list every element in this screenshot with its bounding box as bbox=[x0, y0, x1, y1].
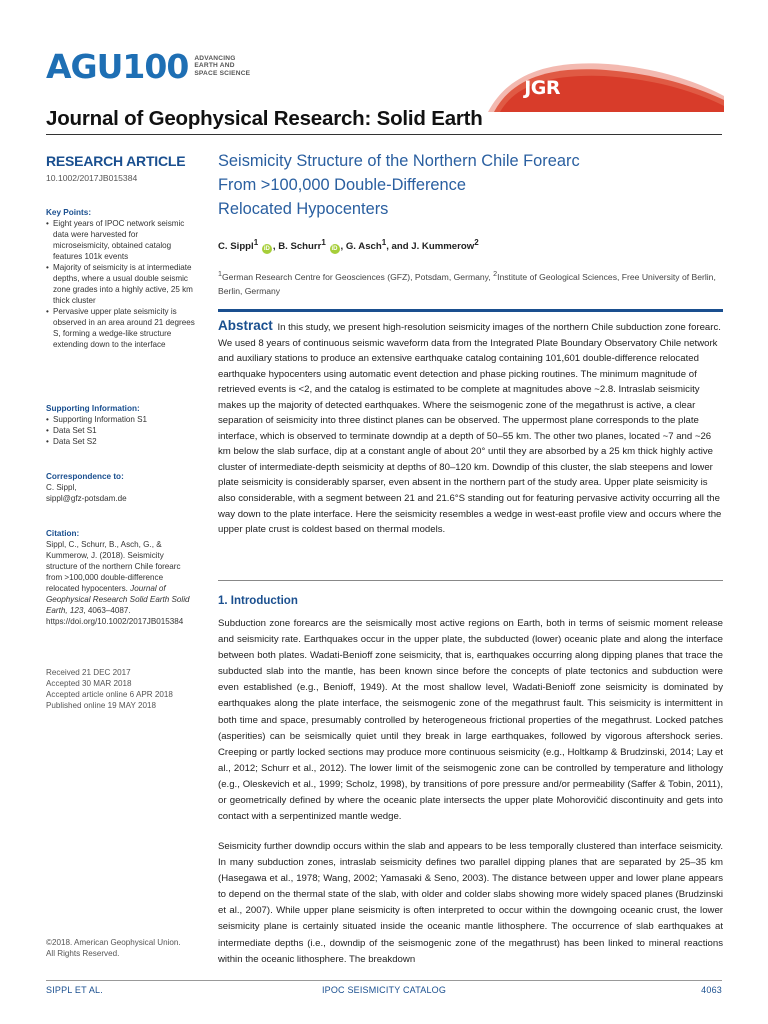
logo-mark: AGU100 bbox=[46, 46, 189, 86]
article-title bbox=[218, 149, 580, 221]
key-point-item: • Majority of seismicity is at intermediate depths, where a usual double seismic zone grades into a highly active, 25 km thick cluster bbox=[46, 262, 196, 306]
citation bbox=[46, 528, 196, 627]
logo-tagline-line: EARTH AND bbox=[194, 62, 235, 70]
sidebar-doi[interactable]: 10.1002/2017JB015384 bbox=[46, 173, 138, 183]
copyright bbox=[46, 937, 196, 959]
author-list: C. Sippl$^1$ iD , B. Schurr$^1$ iD , G. Asch$^1$, and J. Kummerow$^2$ bbox=[218, 238, 479, 253]
publication-dates bbox=[46, 667, 196, 711]
body-paragraph: Seismicity further downdip occurs within the slab and appears to be less temporally clustered than interface seismicity. In many subduction zones, intraslab seismicity defines two parallel dipping planes that are separated by 25–35 km (Hasegawa et al., 1978; Wang, 2002; Yamasaki & Seno, 2003). The distance between upper and lower plane appears to depend on the thermal state of the slab, with older and colder slabs showing more widely spaced planes (Brudzinski et al., 2007). While upper plane seismicity is often interpreted to occur within the downgoing oceanic crust, the lower seismicity plane is certainly situated inside the oceanic mantle lithosphere. The occurrence of slab earthquakes at intermediate depths (i.e., downdip of the seismogenic zone of the megathrust) has been linked to mineral reactions within the oceanic lithosphere. The breakdown bbox=[218, 841, 723, 965]
supporting-heading: Supporting Information: bbox=[46, 404, 140, 413]
abstract bbox=[218, 318, 723, 538]
author-name[interactable]: C. Sippl bbox=[218, 241, 254, 253]
logo-tagline-line: ADVANCING bbox=[194, 54, 236, 62]
key-point-item: • Eight years of IPOC network seismic data were harvested for microseismicity, obtained catalog features 101k events bbox=[46, 218, 196, 262]
footer-page-number: 4063 bbox=[701, 985, 722, 995]
author-name[interactable]: B. Schurr bbox=[278, 241, 322, 253]
key-points bbox=[46, 207, 196, 350]
supporting-item[interactable]: • Supporting Information S1 bbox=[46, 414, 196, 425]
sidebar bbox=[46, 152, 196, 958]
citation-url[interactable]: https://doi.org/10.1002/2017JB015384 bbox=[46, 617, 184, 626]
key-points-list bbox=[46, 218, 196, 350]
affiliation-2: Institute of Geological Sciences, Free University of Berlin, Berlin, Germany bbox=[218, 271, 716, 296]
correspondence-name: C. Sippl, bbox=[46, 483, 77, 492]
key-points-heading: Key Points: bbox=[46, 208, 92, 217]
correspondence bbox=[46, 471, 196, 504]
citation-pages: , 4063–4087. bbox=[83, 606, 131, 615]
logo-tagline bbox=[194, 55, 250, 77]
affiliation-1: German Research Centre for Geosciences (GFZ), Potsdam, Germany, bbox=[221, 271, 491, 282]
orcid-icon[interactable]: iD bbox=[331, 246, 338, 253]
citation-heading: Citation: bbox=[46, 529, 80, 538]
correspondence-heading: Correspondence to: bbox=[46, 472, 124, 481]
abstract-text: In this study, we present high-resolution seismicity images of the northern Chile subduction zone forearc. We used 8 years of continuous seismic waveform data from the Integrated Plate Boundary Observatory Chile network and auxiliary stations to produce an extensive earthquake catalog containing 101,601 double-difference relocated earthquake hypocenters using automatic event detection and phase picking routines. The minimum magnitude of retrieved events is <2, and the catalog is estimated to be complete at magnitudes above ~2.8. Intraslab seismicity makes up the majority of detected earthquakes. Where the seismogenic zone of the megathrust is active, a clear separation of seismicity into three distinct planes can be observed. The uppermost plane corresponds to the plate interface, which is observed to terminate downdip at a depth of 50–55 km. The other two planes, located ~7 and ~26 km below the slab surface, dip at a constant angle of about 20° until they are absorbed by a 25 km thick highly active cluster of intermediate-depth seismicity at depths of 80–120 km. Downdip of this cluster, the slab steepens and lower plate seismicity is considerably sparser, even absent in the northern part of the study area. Upper plate seismicity is also considerable, with a segment between 21 and 21.6°S standing out for featuring pervasive activity occurring all the way down to the plate interface. Here the seismicity resembles a wedge in west-east profile view and occurs where the upper plate crust is coldest based on thermal models. bbox=[218, 322, 722, 536]
article-title-line: From >100,000 Double-Difference bbox=[218, 176, 466, 194]
date-received: Received 21 DEC 2017 bbox=[46, 668, 131, 677]
key-point-item: • Pervasive upper plate seismicity is observed in an area around 21 degrees S, forming a wedge-like structure extending down to the interface bbox=[46, 306, 196, 350]
correspondence-email[interactable]: sippl@gfz-potsdam.de bbox=[46, 494, 127, 503]
footer-running-title: IPOC SEISMICITY CATALOG bbox=[321, 985, 447, 995]
supporting-item[interactable]: • Data Set S2 bbox=[46, 436, 196, 447]
footer-divider bbox=[46, 980, 722, 981]
author-name[interactable]: G. Asch bbox=[345, 241, 382, 253]
article-type: RESEARCH ARTICLE bbox=[46, 153, 186, 169]
article-title-line: Seismicity Structure of the Northern Chile Forearc bbox=[218, 152, 580, 170]
jgr-label: JGR bbox=[524, 77, 560, 99]
agu100-logo bbox=[46, 48, 250, 84]
section-heading-introduction: 1. Introduction bbox=[218, 595, 298, 607]
copyright-line: ©2018. American Geophysical Union. bbox=[46, 938, 181, 947]
author-name[interactable]: J. Kummerow bbox=[411, 241, 475, 253]
date-online: Accepted article online 6 APR 2018 bbox=[46, 690, 173, 699]
logo-tagline-line: SPACE SCIENCE bbox=[194, 69, 251, 77]
journal-title: Journal of Geophysical Research: Solid Earth bbox=[46, 107, 483, 130]
citation-journal: Journal of Geophysical Research Solid Earth Solid Earth, 123 bbox=[46, 584, 190, 615]
jgr-badge bbox=[488, 56, 724, 112]
date-published: Published online 19 MAY 2018 bbox=[46, 701, 156, 710]
abstract-bottom-rule bbox=[218, 580, 723, 581]
body-paragraph: Subduction zone forearcs are the seismically most active regions on Earth, both in terms of seismic moment release and seismicity rate. Earthquakes occur in the upper plate, the subducted (lower) oceanic plate and along the interface between both plates. Wadati-Benioff zone seismicity, that is, earthquakes occurring along dipping planes that trace the subducted slab into the mantle, has been known since before the concepts of plate tectonics and subduction were even established (e.g., Benioff, 1949). At the most shallow level, Wadati-Benioff zone seismicity is dominated by earthquakes along the plate interface, the seismogenic zone of the megathrust fault. This seismicity is intermittent in both time and space, presumably controlled by heterogeneous frictional properties of the megathrust. Locked patches (asperities) can be seismically quiet until they break in large earthquakes, followed by vigorous aftershock series. Creeping or partly locked sections may produce more continuous seismicity (e.g., Holtkamp & Brudzinski, 2014; Lay et al., 2012; Schurr et al., 2012). The lower limit of the seismogenic zone can be controlled by temperature and lithology (e.g., Oleskevich et al., 1999; Scholz, 1998), by transitions of pore pressure and/or permeability (Saffer & Tobin, 2011), or geometrically defined by where the oceanic plate intersects the upper plate Mohorovičić discontinuity and gets into contact with a serpentinized mantle wedge. bbox=[218, 618, 723, 823]
header-divider bbox=[46, 134, 722, 135]
supporting-item[interactable]: • Data Set S1 bbox=[46, 425, 196, 436]
copyright-line: All Rights Reserved. bbox=[46, 949, 120, 958]
citation-text bbox=[46, 539, 196, 627]
citation-body: Sippl, C., Schurr, B., Asch, G., & Kummerow, J. (2018). Seismicity structure of the northern Chile forearc from >100,000 double-difference relocated hypocenters. bbox=[46, 540, 181, 593]
orcid-icon[interactable]: iD bbox=[263, 246, 270, 253]
supporting-list bbox=[46, 414, 196, 447]
article-title-line: Relocated Hypocenters bbox=[218, 200, 389, 218]
affiliations: $^1$German Research Centre for Geosciences (GFZ), Potsdam, Germany, $^2$Institute of Geological Sciences, Free University of Berlin, Berlin, Germany bbox=[218, 270, 716, 296]
date-accepted: Accepted 30 MAR 2018 bbox=[46, 679, 132, 688]
abstract-heading: Abstract bbox=[218, 318, 273, 333]
abstract-top-rule bbox=[218, 309, 723, 312]
footer-authors: SIPPL ET AL. bbox=[46, 985, 103, 995]
supporting-information bbox=[46, 403, 196, 447]
